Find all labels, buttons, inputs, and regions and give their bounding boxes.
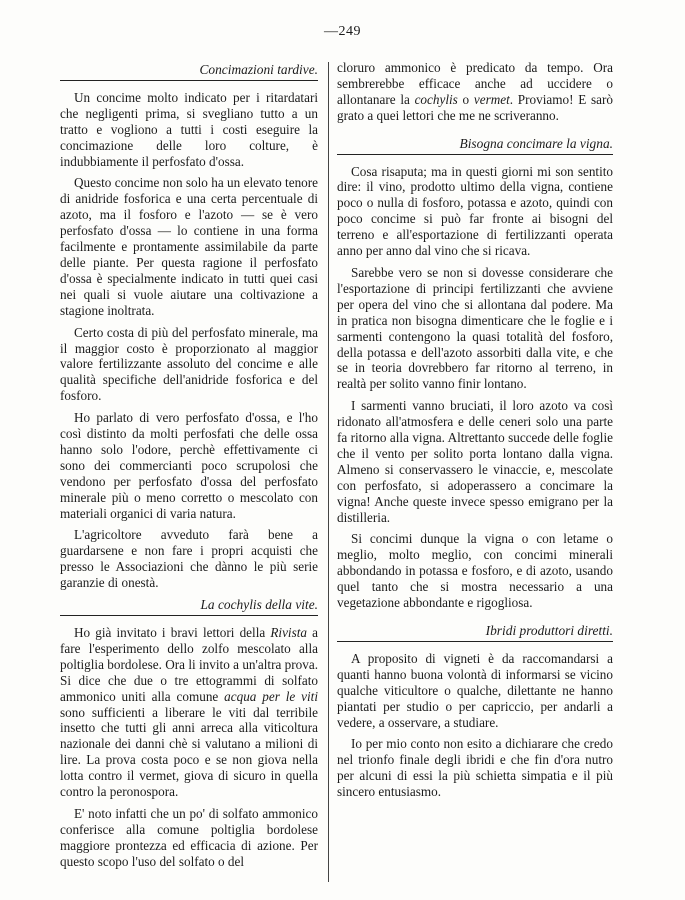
paragraph: Ho parlato di vero perfosfato d'ossa, e l'ho così distinto da molti perfosfati che delle ossa hanno solo l'odore, perchè effettivamente ci sono dei commercianti poco scrupolosi che vendono per perfosfato d'ossa del perfosfato minerale più o meno corretto o mescolato con materiali organici di varia natura. xyxy=(60,410,318,521)
paragraph: Un concime molto indicato per i ritardatari che negligenti prima, si svegliano tutto a un tratto e vogliono a tutti i costi eseguire la concimazione delle loro colture, è indubbiamente il perfosfato d'ossa. xyxy=(60,89,318,169)
section-title-vigna xyxy=(337,136,613,155)
italic-run: Rivista xyxy=(270,625,307,640)
page-number: —249 xyxy=(324,24,361,39)
paragraph: L'agricoltore avveduto farà bene a guardarsene e non fare i propri acquisti che presso le Associazioni che dànno le più serie garanzie di onestà. xyxy=(60,527,318,591)
section-title-text: Ibridi produttori diretti. xyxy=(485,623,613,638)
section-title-text: La cochylis della vite. xyxy=(200,597,318,613)
section-title-ibridi xyxy=(337,623,613,642)
section-title-cochylis xyxy=(60,597,318,616)
text-run: cloruro ammonico è predicato da tempo. Ora sembrerebbe efficace anche ad uccidere o allontanare la xyxy=(337,60,613,107)
text-run: Ho già invitato i bravi lettori della xyxy=(74,625,271,640)
paragraph: Sarebbe vero se non si dovesse considerare che l'esportazione di principi fertilizzanti che avviene per opera del vino che si allontana dal podere. Ma in pratica non bisogna dimenticare che le foglie e i sarmenti contengono la quasi totalità del fosforo, della potassa e dell'azoto assorbiti dalla vite, e che se in teoria dovrebbero far ritorno al terreno, in realtà per solito vanno finir lontano. xyxy=(337,264,613,392)
section-title-concimazioni xyxy=(60,62,318,81)
left-column xyxy=(60,60,318,876)
text-run: a fare l'esperimento dello zolfo mescolato alla poltiglia bordolese. Ora li invito a un'altra prova. Si dice che due o tre ettogrammi di solfato ammonico uniti alla comune xyxy=(60,625,318,704)
section-title-text: Concimazioni tardive. xyxy=(199,62,318,77)
section-title-text: Bisogna concimare la vigna. xyxy=(459,135,613,151)
paragraph: E' noto infatti che un po' di solfato ammonico conferisce alla comune poltiglia bordolese maggiore prontezza ed efficacia di azione. Per questo scopo l'uso del solfato o del xyxy=(60,805,318,869)
text-run: sono sufficienti a liberare le viti dal terribile insetto che tutti gli anni arreca alla viticoltura nazionale dei danni chè si valutano a milioni di lire. La prova costa poco e se non giova nella lotta contro il vermet, giova di sicuro in quella contro la peronospora. xyxy=(60,704,318,800)
paragraph xyxy=(60,625,318,800)
text-run: . Proviamo! E sarò grato a quei lettori che me ne scriveranno. xyxy=(337,91,613,123)
paragraph: Cosa risaputa; ma in questi giorni mi son sentito dire: il vino, prodotto ultimo della vigna, contiene poco o nulla di fosforo, potassa e azoto, quindi con poco concime si può far fronte ai bisogni del terreno e all'esportazione di fertilizzanti operata anno per anno dal vino che si ricava. xyxy=(337,163,613,259)
column-divider xyxy=(328,62,329,882)
paragraph: Io per mio conto non esito a dichiarare che credo nel trionfo finale degli ibridi e che fin d'ora nutro per alcuni di essi la più schietta simpatia e il più sincero entusiasmo. xyxy=(337,736,613,800)
paragraph-continued xyxy=(337,60,613,124)
paragraph: Si concimi dunque la vigna o con letame o meglio, molto meglio, con concimi minerali abbondando in potassa e fosforo, e di azoto, usando quel tanto che si mostra necessario a una vegetazione abbondante e rigogliosa. xyxy=(337,531,613,611)
text-run: o xyxy=(457,91,474,107)
italic-run: cochylis xyxy=(414,91,458,107)
paragraph: Questo concime non solo ha un elevato tenore di anidride fosforica e una certa percentuale di azoto, ma il fosforo e l'azoto — se è vero perfosfato d'ossa — lo contiene in una forma facilmente e prontamente assimilabile da parte delle piante. Per questa ragione il perfosfato d'ossa è specialmente indicato in tutti quei casi nei quali si vuole aiutare una coltivazione a stagione inoltrata. xyxy=(60,175,318,318)
paragraph: Certo costa di più del perfosfato minerale, ma il maggior costo è proporzionato al maggior valore fertilizzante assoluto del concime e alle qualità specifiche dell'anidride fosforica e del fosforo. xyxy=(60,324,318,404)
paragraph: A proposito di vigneti è da raccomandarsi a quanti hanno buona volontà di informarsi se vicino qualche viticultore o qualche, dilettante ne hanno piantati per studio o per capriccio, per andarli a vedere, a osservare, a studiare. xyxy=(337,650,613,730)
paragraph: I sarmenti vanno bruciati, il loro azoto va così ridonato all'atmosfera e delle ceneri solo una parte fa ritorno alla vigna. Altrettanto succede delle foglie che il vento per solito porta lontano dalla vigna. Almeno si conservassero le vinaccie, e, mescolate con perfosfato, si adoperassero a concimare la vigna! Anche queste invece spesso emigrano per la distilleria. xyxy=(337,398,613,525)
right-column xyxy=(337,60,613,806)
italic-run: acqua per le viti xyxy=(224,688,318,704)
italic-run: vermet xyxy=(473,91,510,107)
